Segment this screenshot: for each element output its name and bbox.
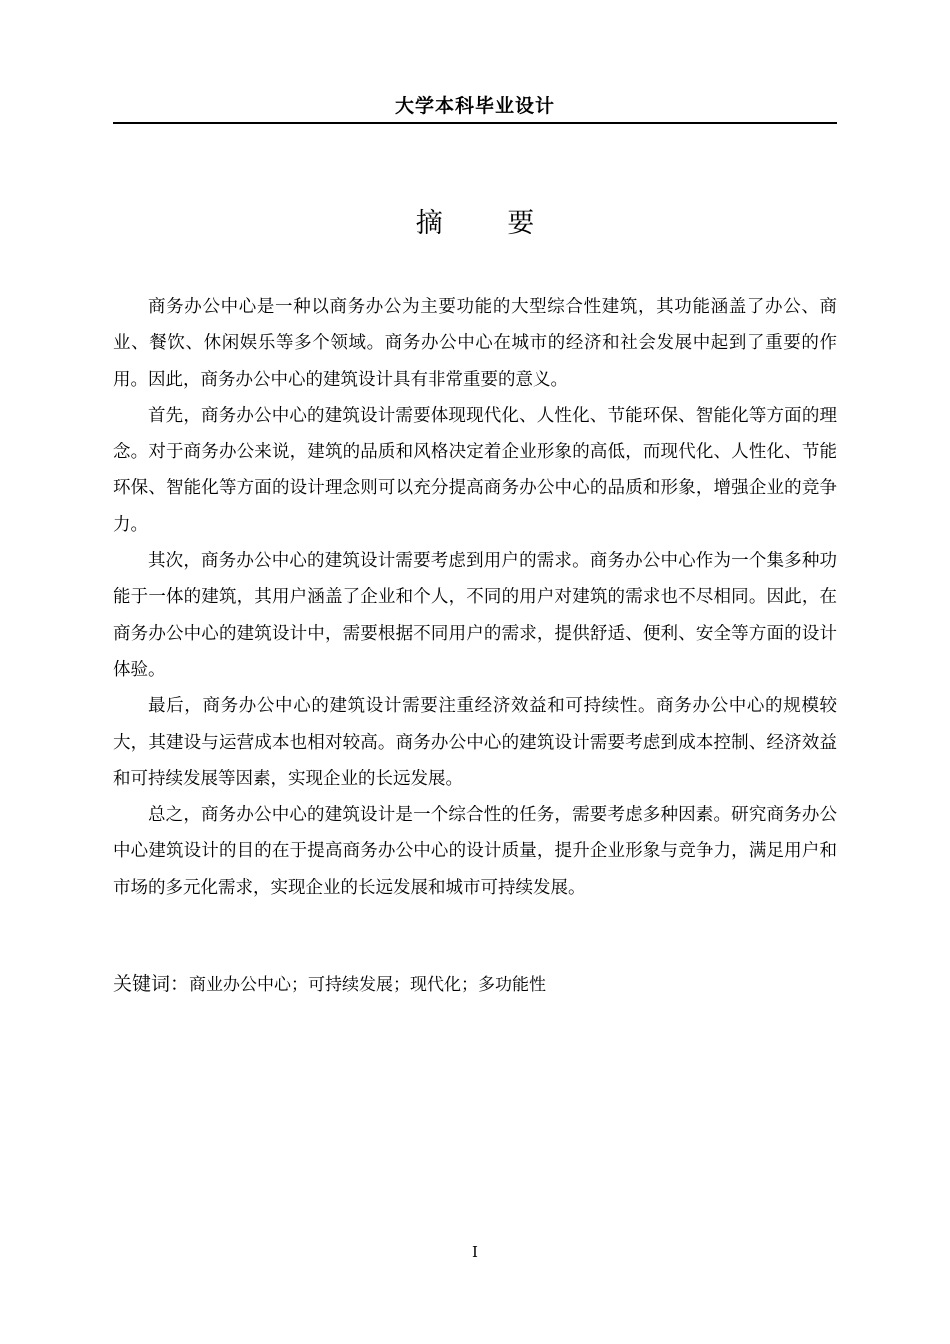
abstract-paragraph: 商务办公中心是一种以商务办公为主要功能的大型综合性建筑，其功能涵盖了办公、商业、餐饮、休闲娱乐等多个领域。商务办公中心在城市的经济和社会发展中起到了重要的作用。因此，商务办公中心的建筑设计具有非常重要的意义。	[113, 297, 837, 390]
page-header	[113, 92, 837, 124]
keywords-label: 关键词：	[113, 973, 190, 995]
abstract-paragraph: 最后，商务办公中心的建筑设计需要注重经济效益和可持续性。商务办公中心的规模较大，其建设与运营成本也相对较高。商务办公中心的建筑设计需要考虑到成本控制、经济效益和可持续发展等因素，实现企业的长远发展。	[113, 696, 837, 789]
keywords-value: 商业办公中心；可持续发展；现代化；多功能性	[189, 975, 547, 995]
abstract-body	[113, 289, 837, 906]
keywords	[113, 969, 837, 1000]
abstract-paragraph: 其次，商务办公中心的建筑设计需要考虑到用户的需求。商务办公中心作为一个集多种功能于一体的建筑，其用户涵盖了企业和个人，不同的用户对建筑的需求也不尽相同。因此，在商务办公中心的建筑设计中，需要根据不同用户的需求，提供舒适、便利、安全等方面的设计体验。	[113, 551, 837, 680]
header-title: 大学本科毕业设计	[394, 95, 555, 117]
abstract-paragraph: 首先，商务办公中心的建筑设计需要体现现代化、人性化、节能环保、智能化等方面的理念。对于商务办公来说，建筑的品质和风格决定着企业形象的高低，而现代化、人性化、节能环保、智能化等方面的设计理念则可以充分提高商务办公中心的品质和形象，增强企业的竞争力。	[113, 405, 837, 535]
abstract-paragraph: 总之，商务办公中心的建筑设计是一个综合性的任务，需要考虑多种因素。研究商务办公中心建筑设计的目的在于提高商务办公中心的设计质量，提升企业形象与竞争力，满足用户和市场的多元化需求，实现企业的长远发展和城市可持续发展。	[113, 805, 837, 898]
page-number: I	[472, 1243, 478, 1261]
abstract-title: 摘 要	[415, 208, 563, 239]
